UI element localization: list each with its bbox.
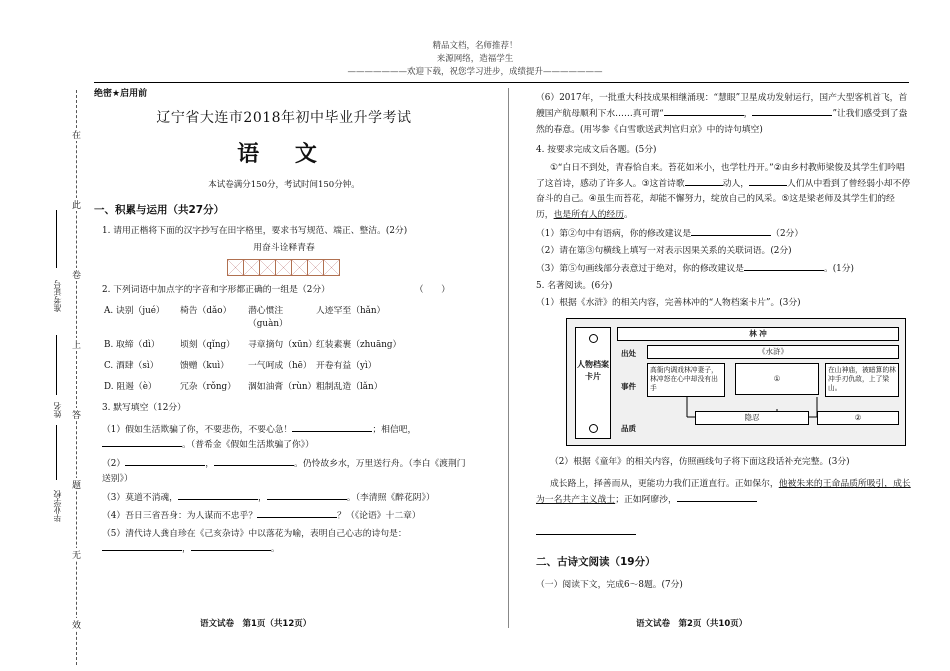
card-event-3: 在山神庙，被暗算的林冲手刃仇敌，上了梁山。 xyxy=(825,363,899,397)
seal-char: 无 xyxy=(72,548,81,561)
footer-page-2: 语文试卷 第2页（共10页） xyxy=(636,619,748,629)
q3-1-text-b: ；相信吧， xyxy=(372,425,417,435)
section-2-heading: 二、古诗文阅读（19分） xyxy=(536,556,656,568)
option-d-2: 冗杂（rǒng） xyxy=(180,382,236,392)
subject-title: 语 文 xyxy=(237,141,331,167)
answer-line-wrap xyxy=(536,526,912,538)
exam-note: 本试卷满分150分，考试时间150分钟。 xyxy=(208,180,360,190)
q4-1-text: （1）第②句中有语病，你的修改建议是 xyxy=(536,229,692,239)
name-label: 姓名 xyxy=(53,402,62,418)
exam-no-label: 准考证号 xyxy=(53,280,62,312)
q4-sub-1 xyxy=(536,227,912,241)
school-label: 毕业学校 xyxy=(53,490,62,522)
card-quality-1: 隐忍 xyxy=(695,411,809,425)
q3-3-text-b: ， xyxy=(257,493,267,503)
q4-3-score: 。(1分) xyxy=(823,264,854,274)
q3-item-3 xyxy=(94,491,474,505)
ring-icon xyxy=(589,424,598,433)
option-d-1: D. 阻遏（è） xyxy=(104,382,157,392)
q3-6-text-a: （6）2017年，一批重大科技成果相继涌现：“慧眼”卫星成功发射运行，国产大型客机首飞，首艘国产航母顺利下水……真可谓“ xyxy=(536,93,908,119)
q3-4-text-b: ？（《论语》十二章） xyxy=(337,511,421,521)
underlined-sentence: 他被朱来的王命品质所吸引，成长为一名共产主义战士 xyxy=(536,479,911,505)
q3-2-text-a: （2） xyxy=(102,459,126,469)
footer-page-1: 语文试卷 第1页（共12页） xyxy=(200,619,312,629)
grid-cell[interactable] xyxy=(275,259,292,276)
card-event-2[interactable]: ① xyxy=(735,363,819,395)
q3-1-text-a: （1）假如生活欺骗了你，不要悲伤，不要心急！ xyxy=(102,425,293,435)
q4-1-score: （2分） xyxy=(771,229,804,239)
confidential-mark: 绝密★启用前 xyxy=(94,89,148,99)
binding-dashed-line xyxy=(76,90,77,665)
grid-cell[interactable] xyxy=(291,259,308,276)
passage-text-1: ①“白日不到处，青春恰自来。苔花如米小，也学牡丹开。”②由乡村教师梁俊及其学生们吟唱了这首诗，感动了许多人。③这首诗歌 xyxy=(536,163,905,189)
q4-passage xyxy=(536,161,912,223)
grid-cell[interactable] xyxy=(227,259,244,276)
question-4: 4. 按要求完成文后各题。(5分) xyxy=(536,145,657,155)
q3-5-text-b: 。 xyxy=(270,544,280,554)
answer-blank[interactable] xyxy=(536,526,636,535)
answer-blank[interactable] xyxy=(685,177,723,186)
q5-sub-1: （1）根据《水浒》的相关内容，完善林冲的“人物档案卡片”。(3分) xyxy=(536,298,801,308)
row-label-source: 出处 xyxy=(621,349,636,358)
answer-blank[interactable] xyxy=(102,542,182,551)
card-event-1: 高衙内调戏林冲妻子，林冲怒在心中却没有出手 xyxy=(647,363,725,397)
question-2 xyxy=(94,284,474,297)
column-divider xyxy=(508,88,509,628)
card-side-label xyxy=(575,327,611,439)
seal-char: 此 xyxy=(72,198,81,211)
option-b-1: B. 取缔（dì） xyxy=(104,340,160,350)
q3-3-text-c: 。（李清照《醉花阴》） xyxy=(346,493,435,503)
copy-text: 用奋斗诠释青春 xyxy=(253,243,315,253)
q3-item-4 xyxy=(94,509,474,523)
passage-text-3: 人们从中看到了曾经弱小却不停奋斗的自己。④虽生而苔花，却能不懈努力，绽放自己的风采。⑤这是梁老师及其学生们的经历， xyxy=(536,178,911,220)
option-c-2: 馈赠（kuì） xyxy=(180,361,229,371)
exam-no-line xyxy=(56,210,57,268)
card-name: 林 冲 xyxy=(617,327,899,341)
page-header xyxy=(0,0,950,79)
left-column xyxy=(94,86,474,557)
row-label-quality: 品质 xyxy=(621,424,636,433)
seal-char: 卷 xyxy=(72,268,81,281)
seal-char: 题 xyxy=(72,478,81,491)
underlined-phrase: 也是所有人的经历 xyxy=(553,209,624,220)
grid-cell[interactable] xyxy=(259,259,276,276)
passage-text-b: ；正如阿廖沙， xyxy=(615,494,677,505)
answer-blank[interactable] xyxy=(752,107,832,116)
card-quality-2[interactable]: ② xyxy=(817,411,899,425)
binding-margin xyxy=(52,90,92,665)
grid-cell[interactable] xyxy=(243,259,260,276)
answer-blank[interactable] xyxy=(691,227,771,236)
q3-3-text-a: （3）莫道不消魂， xyxy=(102,493,178,503)
option-a-2: 椅告（dǎo） xyxy=(180,306,232,316)
grid-cell[interactable] xyxy=(307,259,324,276)
q3-5-text: （5）清代诗人龚自珍在《己亥杂诗》中以落花为喻，表明自己心志的诗句是： xyxy=(102,529,407,539)
q5-passage xyxy=(536,477,912,508)
right-column xyxy=(536,86,912,592)
answer-paren[interactable]: （ ） xyxy=(414,285,450,295)
option-b-3: 寻章摘句（xūn） xyxy=(248,340,318,350)
q4-sub-2: （2）请在第③句横线上填写一对表示因果关系的关联词语。(2分) xyxy=(536,246,792,256)
seal-char: 在 xyxy=(72,128,81,141)
header-line-1: 精品文档，名师推荐！ xyxy=(432,41,518,51)
option-d-4: 粗制乱造（lǎn） xyxy=(316,382,383,392)
q4-3-text: （3）第⑤句画线部分表意过于绝对，你的修改建议是 xyxy=(536,264,744,274)
answer-blank[interactable] xyxy=(292,423,372,432)
option-a-3: 潜心惯注（guàn） xyxy=(248,306,288,329)
card-side-text: 人物档案卡片 xyxy=(577,359,609,381)
header-line-2: 来源网络，造福学生 xyxy=(436,54,514,64)
q3-4-text-a: （4）吾日三省吾身：为人谋而不忠乎？ xyxy=(102,511,258,521)
ring-icon xyxy=(589,334,598,343)
q3-item-2 xyxy=(94,457,474,487)
option-b-2: 顷刻（qǐng） xyxy=(180,340,235,350)
section-1-heading: 一、积累与运用（共27分） xyxy=(94,204,225,216)
question-1: 1. 请用正楷将下面的汉字抄写在田字格里，要求书写规范、端正、整洁。(2分) xyxy=(102,226,408,236)
character-card xyxy=(566,318,906,446)
answer-blank[interactable] xyxy=(677,493,757,502)
answer-blank[interactable] xyxy=(191,542,271,551)
q3-item-1 xyxy=(94,423,474,453)
header-line-3: ———————欢迎下载，祝您学习进步，成绩提升——————— xyxy=(347,67,603,77)
q3-6-text-b: ， xyxy=(743,109,753,119)
seal-char: 效 xyxy=(72,618,81,631)
seal-char: 答 xyxy=(72,408,81,421)
passage-text-2: 动人， xyxy=(722,178,750,189)
seal-char: 上 xyxy=(72,338,81,351)
row-label-event: 事件 xyxy=(621,382,636,391)
grid-cell[interactable] xyxy=(323,259,340,276)
answer-blank[interactable] xyxy=(214,457,294,466)
answer-blank[interactable] xyxy=(257,509,337,518)
answer-blank[interactable] xyxy=(267,491,347,500)
q3-item-5: （5）清代诗人龚自珍在《己亥杂诗》中以落花为喻，表明自己心志的诗句是： ， 。 xyxy=(102,529,407,554)
option-c-3: 一气呵成（hē） xyxy=(248,361,312,371)
passage-text-a: 成长路上，择善而从，更能功力我们正道直行。正如保尔， xyxy=(550,479,779,489)
exam-title: 辽宁省大连市2018年初中毕业升学考试 xyxy=(156,110,412,126)
answer-blank[interactable] xyxy=(749,177,787,186)
q2-options xyxy=(104,303,474,392)
q5-sub-2: （2）根据《童年》的相关内容，仿照画线句子将下面这段话补充完整。(3分) xyxy=(550,457,850,467)
question-2-text: 2. 下列词语中加点字的字音和字形都正确的一组是（2分） xyxy=(102,285,330,295)
school-line xyxy=(56,425,57,480)
q4-sub-3 xyxy=(536,262,912,276)
card-source: 《水浒》 xyxy=(647,345,899,359)
top-rule xyxy=(94,82,909,83)
reading-intro: （一）阅读下文，完成6～8题。(7分) xyxy=(536,580,683,590)
option-a-1: A. 诀别（jué） xyxy=(104,306,165,316)
option-b-4: 红装素裹（zhuāng） xyxy=(316,340,402,350)
option-c-4: 开卷有益（yì） xyxy=(316,361,377,371)
option-a-4: 人迹罕至（hǎn） xyxy=(316,306,386,316)
name-line xyxy=(56,335,57,395)
passage-text-4: 。 xyxy=(624,209,633,220)
q3-item-6 xyxy=(536,90,912,138)
answer-blank[interactable] xyxy=(664,107,744,116)
q3-6-text-c: ”让我们感受到了盎然的春意。(用岑参《白雪歌送武判官归京》中的诗句填空) xyxy=(536,109,908,135)
option-c-1: C. 酒肆（sì） xyxy=(104,361,159,371)
answer-blank[interactable] xyxy=(178,491,258,500)
option-d-3: 涸如油膏（rùn） xyxy=(248,382,317,392)
answer-blank[interactable] xyxy=(744,262,824,271)
answer-blank[interactable] xyxy=(125,457,205,466)
q3-1-text-c: 。（普希金《假如生活欺骗了你》） xyxy=(182,440,314,450)
tianzige-grid[interactable] xyxy=(94,259,474,276)
question-3: 3. 默写填空（12分） xyxy=(102,403,186,413)
q3-2-text-b: ， xyxy=(205,459,215,469)
answer-blank[interactable] xyxy=(102,438,182,447)
q3-2-text-c: 。仍怜故乡水，万里送行舟。（李白《渡荆门送别》） xyxy=(102,459,466,484)
question-5: 5. 名著阅读。(6分) xyxy=(536,281,613,291)
